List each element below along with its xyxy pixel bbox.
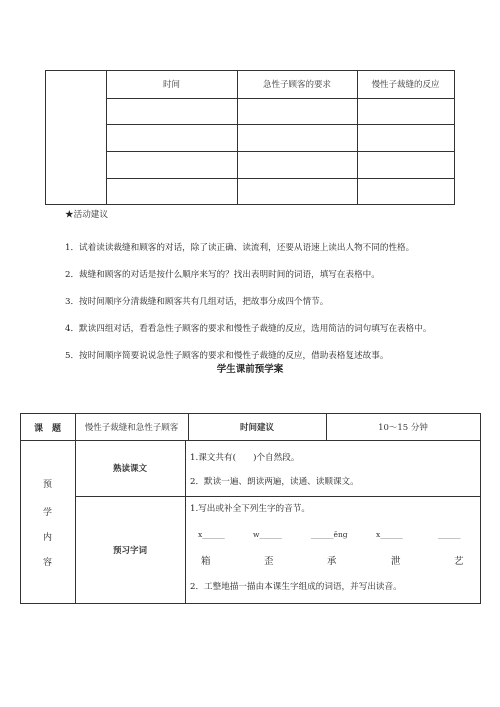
pinyin-blank[interactable]: ______ěng [311,530,348,539]
tip-item: 2．裁缝和顾客的对话是按什么顺序来写的？找出表明时间的词语，填写在表格中。 [65,270,380,280]
section-read-text-content [190,446,359,494]
col-header-time: 时间 [162,80,180,90]
tips-heading: ★活动建议 [65,210,108,220]
side-label-yu: 预 [42,480,52,490]
col-header-customer-request: 急性子顾客的要求 [262,80,331,90]
time-label: 时间建议 [239,423,274,433]
character: 箱 [201,556,211,567]
side-label-nei: 内 [42,533,52,543]
vocab-task-2: 2．工整地描一描由本课生字组成的词语，并写出读音。 [190,582,402,592]
side-label-rong: 容 [42,558,52,568]
pinyin-blank[interactable]: ______ [438,530,461,539]
activity-tips [65,208,465,370]
side-label-xue: 学 [42,508,52,518]
vocab-task-1: 1.写出或补全下列生字的音节。 [190,504,310,514]
character: 泄 [391,556,401,567]
topic-label: 课 题 [33,423,61,434]
tip-item: 5．按时间顺序简要说说急性子顾客的要求和慢性子裁缝的反应，借助表格复述故事。 [65,351,389,361]
topic-value: 慢性子裁缝和急性子顾客 [84,423,179,433]
character: 承 [327,556,337,567]
character: 歪 [264,556,274,567]
col-header-tailor-reaction: 慢性子裁缝的反应 [371,80,440,90]
section-vocab-label: 预习字词 [112,545,147,556]
pinyin-blank[interactable]: w______ [253,530,282,539]
character: 艺 [454,556,464,567]
section-read-text-label: 熟读课文 [112,464,147,474]
tip-item: 1．试着读读裁缝和顾客的对话，除了读正确、读流利，还要从语速上读出人物不同的性格。 [65,243,415,253]
tip-item: 4．默读四组对话，看看急性子顾客的要求和慢性子裁缝的反应，选用简洁的词句填写在表格中。 [65,324,432,334]
pinyin-blank[interactable]: x______ [376,530,403,539]
time-value: 10～15 分钟 [378,423,428,433]
tip-item: 3．按时间顺序分清裁缝和顾客共有几组对话，把故事分成四个情节。 [65,297,329,307]
read-task-item: 2．默读一遍、朗读两遍，读通、读顺课文。 [190,477,359,487]
page-title: 学生课前预学案 [216,364,284,375]
pinyin-blank[interactable]: x______ [198,530,225,539]
read-task-item: 1.课文共有( )个自然段。 [190,453,300,463]
